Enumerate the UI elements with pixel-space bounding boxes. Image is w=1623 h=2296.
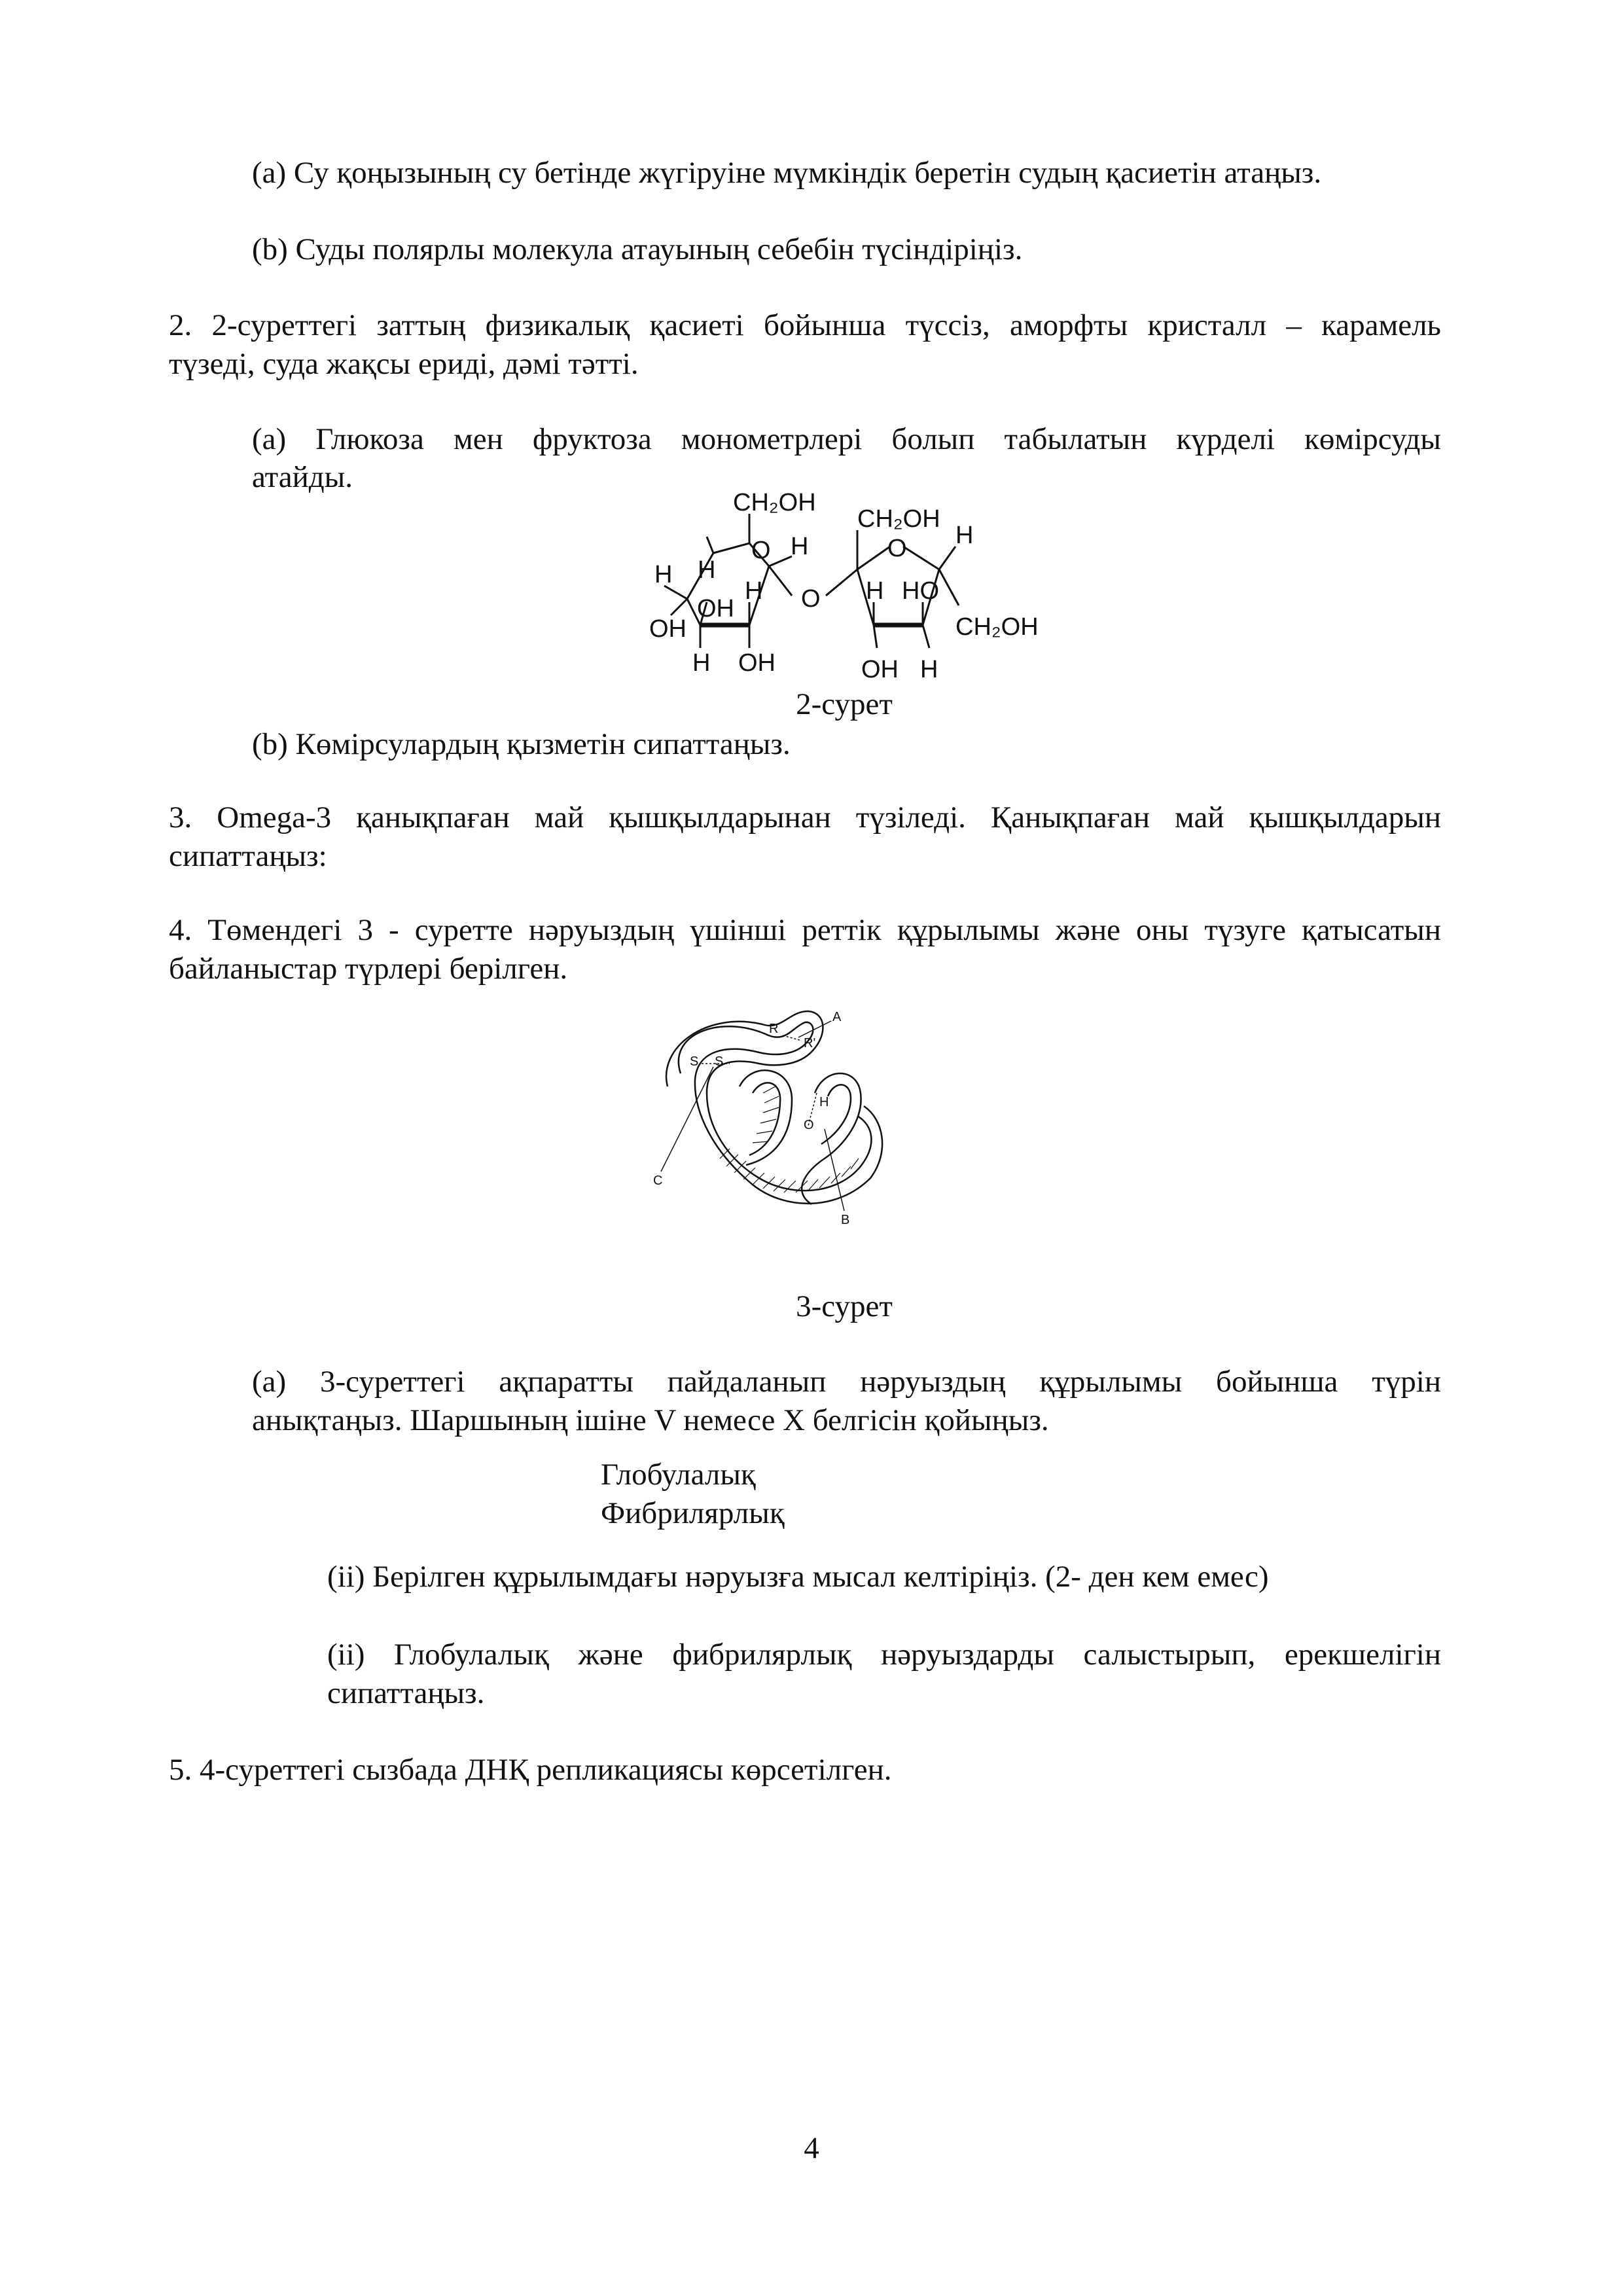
glucose-ch2oh-label: CH₂OH	[733, 489, 816, 516]
label-c: C	[653, 1174, 663, 1188]
glucose-oh-label-2: OH	[649, 615, 687, 643]
q2-part-b: (b) Көмірсулардың қызметін сипаттаңыз.	[252, 727, 791, 761]
figure-3-caption: 3-сурет	[796, 1289, 893, 1323]
glucose-oh-label-3: OH	[738, 649, 776, 677]
q1-part-a: (a) Су қоңызының су бетінде жүгіруіне мүмкіндік беретін судың қасиетін атаңыз.	[252, 156, 1322, 190]
q3-text-line1: 3. Omega-3 қанықпаған май қышқылдарынан түзіледі. Қанықпаған май қышқылдарын	[169, 800, 1441, 834]
protein-tertiary-structure-figure	[641, 995, 929, 1276]
glucose-h-label-3: H	[791, 533, 809, 560]
q2-text-line1: 2. 2-суреттегі заттың физикалық қасиеті бойынша түссіз, аморфты кристалл – карамель	[169, 308, 1441, 342]
page-number: 4	[804, 2131, 819, 2165]
q2-part-a-line1: (a) Глюкоза мен фруктоза монометрлері болып табылатын күрделі көмірсуды	[252, 422, 1441, 456]
option-fibrillar: Фибрилярлық	[601, 1496, 785, 1530]
q3-text-line2: сипаттаңыз:	[169, 839, 327, 873]
glycosidic-oxygen: O	[801, 585, 821, 613]
q4-part-ii-second-line2: сипаттаңыз.	[327, 1676, 485, 1710]
disulfide-s-label-2: S	[715, 1054, 724, 1069]
glucose-h-label-2: H	[698, 556, 716, 584]
glucose-h-label-1: H	[654, 561, 673, 588]
q4-part-ii-first: (ii) Берілген құрылымдағы нәруызға мысал келтіріңіз. (2- ден кем емес)	[327, 1560, 1269, 1594]
fructose-oh-label: OH	[861, 656, 899, 683]
fructose-ring-oxygen: O	[887, 535, 907, 562]
fructose-ch2oh-label-2: CH₂OH	[955, 613, 1039, 641]
q2-part-a-line2: атайды.	[252, 460, 353, 494]
q4-part-a-line2: анықтаңыз. Шаршының ішіне V немесе X белгісін қойыңыз.	[252, 1403, 1049, 1437]
r-group-label: R	[769, 1022, 779, 1036]
glucose-oh-label-1: OH	[697, 595, 734, 622]
q2-text-line2: түзеді, суда жақсы ериді, дәмі тәтті.	[169, 347, 639, 381]
fructose-h-label-3: H	[920, 656, 938, 683]
glucose-h-label-4: H	[745, 577, 763, 605]
label-a: A	[832, 1010, 842, 1024]
sucrose-structure-figure	[635, 481, 1067, 697]
q4-text-line2: байланыстар түрлері берілген.	[169, 952, 568, 986]
disulfide-s-label-1: S	[690, 1054, 699, 1069]
r-prime-group-label: R'	[804, 1036, 816, 1050]
q4-text-line1: 4. Төмендегі 3 - суретте нәруыздың үшінші реттік құрылымы және оны түзуге қатысатын	[169, 913, 1441, 947]
fructose-ch2oh-label-1: CH₂OH	[857, 505, 940, 533]
fructose-ho-label: HO	[902, 577, 939, 605]
figure-2-caption: 2-сурет	[796, 687, 893, 721]
fructose-h-label-2: H	[866, 577, 884, 605]
glucose-h-label-5: H	[692, 649, 711, 677]
fructose-h-label-1: H	[955, 522, 974, 549]
q4-part-a-line1: (a) 3-суреттегі ақпаратты пайдаланып нәруыздың құрылымы бойынша түрін	[252, 1365, 1441, 1399]
q5-text: 5. 4-суреттегі сызбада ДНҚ репликациясы көрсетілген.	[169, 1753, 892, 1787]
glucose-ring-oxygen: O	[751, 537, 771, 564]
option-globular: Глобулалық	[601, 1458, 756, 1492]
q4-part-ii-second-line1: (ii) Глобулалық және фибрилярлық нәруыздарды салыстырып, ерекшелігін	[327, 1638, 1441, 1672]
q1-part-b: (b) Суды полярлы молекула атауының себебін түсіндіріңіз.	[252, 232, 1023, 266]
label-b: B	[841, 1213, 850, 1227]
hydrogen-bond-h-label: H	[819, 1095, 829, 1109]
hydrogen-bond-o-label: O	[804, 1118, 814, 1132]
